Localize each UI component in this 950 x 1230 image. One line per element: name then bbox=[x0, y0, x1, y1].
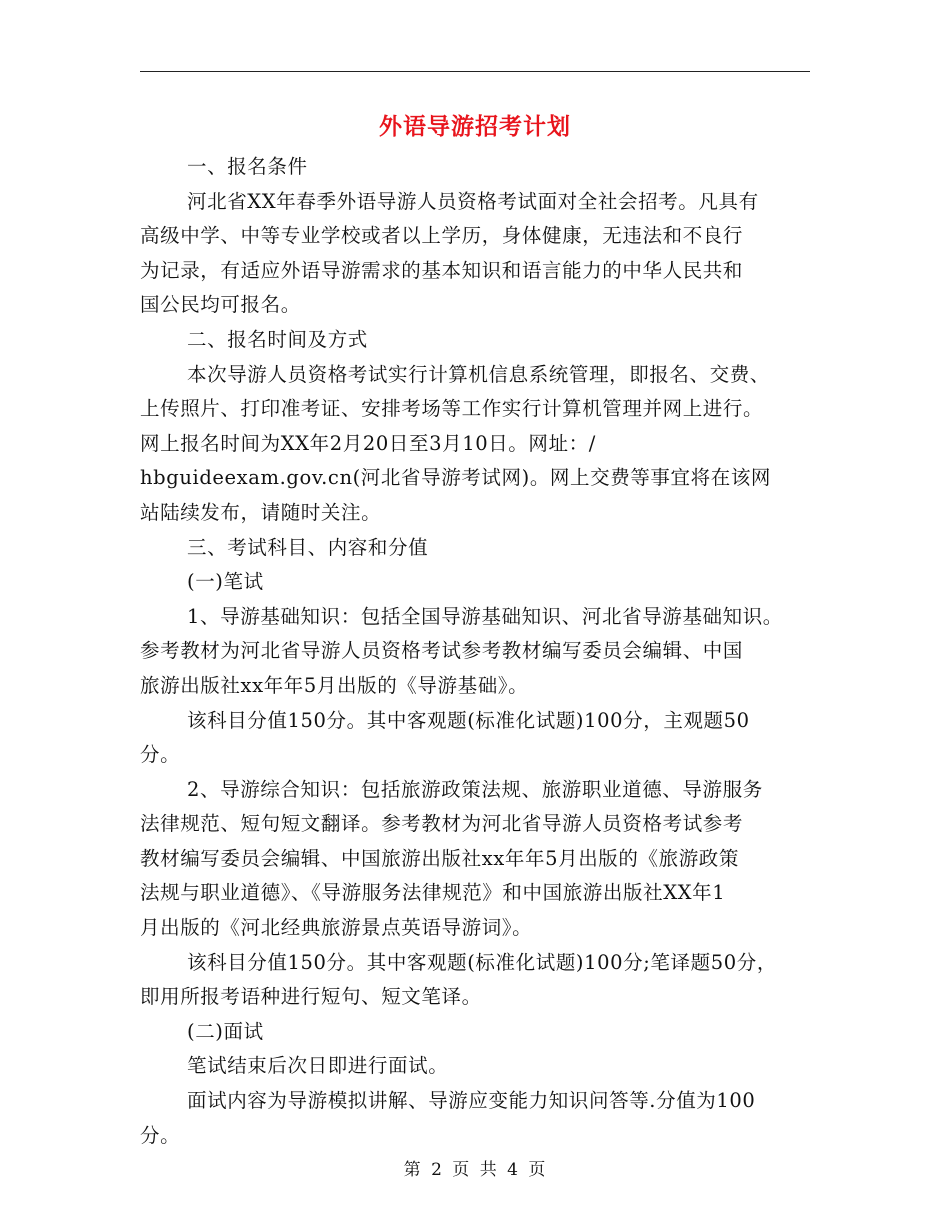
text-line: 1、导游基础知识：包括全国导游基础知识、河北省导游基础知识。 bbox=[187, 604, 783, 628]
text-line: 面试内容为导游模拟讲解、导游应变能力知识问答等.分值为100 bbox=[187, 1089, 756, 1113]
text-line: 站陆续发布，请随时关注。 bbox=[140, 500, 382, 524]
text-line: 即用所报考语种进行短句、短文笔译。 bbox=[140, 985, 482, 1009]
text-line: 一、报名条件 bbox=[187, 155, 308, 178]
text-line: 本次导游人员资格考试实行计算机信息系统管理，即报名、交费、 bbox=[187, 362, 770, 386]
document-body bbox=[140, 150, 830, 1153]
text-line: 笔试结束后次日即进行面试。 bbox=[187, 1054, 449, 1078]
text-line: 为记录，有适应外语导游需求的基本知识和语言能力的中华人民共和 bbox=[140, 258, 744, 282]
text-line: hbguideexam.gov.cn(河北省导游考试网)。网上交费等事宜将在该网 bbox=[140, 466, 772, 490]
document-title: 外语导游招考计划 bbox=[379, 113, 571, 140]
text-line: 参考教材为河北省导游人员资格考试参考教材编写委员会编辑、中国 bbox=[140, 639, 744, 663]
text-line: 旅游出版社xx年年5月出版的《导游基础》。 bbox=[140, 673, 529, 697]
text-line: (一)笔试 bbox=[187, 570, 264, 594]
text-line: 上传照片、打印准考证、安排考场等工作实行计算机管理并网上进行。 bbox=[140, 397, 764, 421]
text-line: 分。 bbox=[140, 1123, 181, 1147]
text-line: 法律规范、短句短文翻译。参考教材为河北省导游人员资格考试参考 bbox=[140, 812, 744, 836]
header-rule bbox=[140, 71, 810, 72]
text-line: 二、报名时间及方式 bbox=[187, 327, 368, 351]
text-line: 该科目分值150分。其中客观题(标准化试题)100分，主观题50 bbox=[187, 708, 750, 732]
text-line: (二)面试 bbox=[187, 1019, 264, 1043]
text-line: 该科目分值150分。其中客观题(标准化试题)100分;笔译题50分， bbox=[187, 950, 777, 974]
text-line: 河北省XX年春季外语导游人员资格考试面对全社会招考。凡具有 bbox=[187, 189, 759, 213]
text-line: 法规与职业道德》、《导游服务法律规范》和中国旅游出版社XX年1 bbox=[140, 881, 726, 905]
text-line: 分。 bbox=[140, 743, 181, 767]
text-line: 三、考试科目、内容和分值 bbox=[187, 535, 429, 559]
page-footer: 第 2 页 共 4 页 bbox=[403, 1160, 547, 1180]
text-line: 2、导游综合知识：包括旅游政策法规、旅游职业道德、导游服务 bbox=[187, 777, 763, 801]
text-line: 网上报名时间为XX年2月20日至3月10日。网址：/ bbox=[140, 431, 596, 455]
text-line: 国公民均可报名。 bbox=[140, 293, 301, 317]
text-line: 月出版的《河北经典旅游景点英语导游词》。 bbox=[140, 916, 533, 940]
text-line: 教材编写委员会编辑、中国旅游出版社xx年年5月出版的《旅游政策 bbox=[140, 846, 740, 870]
text-line: 高级中学、中等专业学校或者以上学历，身体健康，无违法和不良行 bbox=[140, 224, 744, 248]
